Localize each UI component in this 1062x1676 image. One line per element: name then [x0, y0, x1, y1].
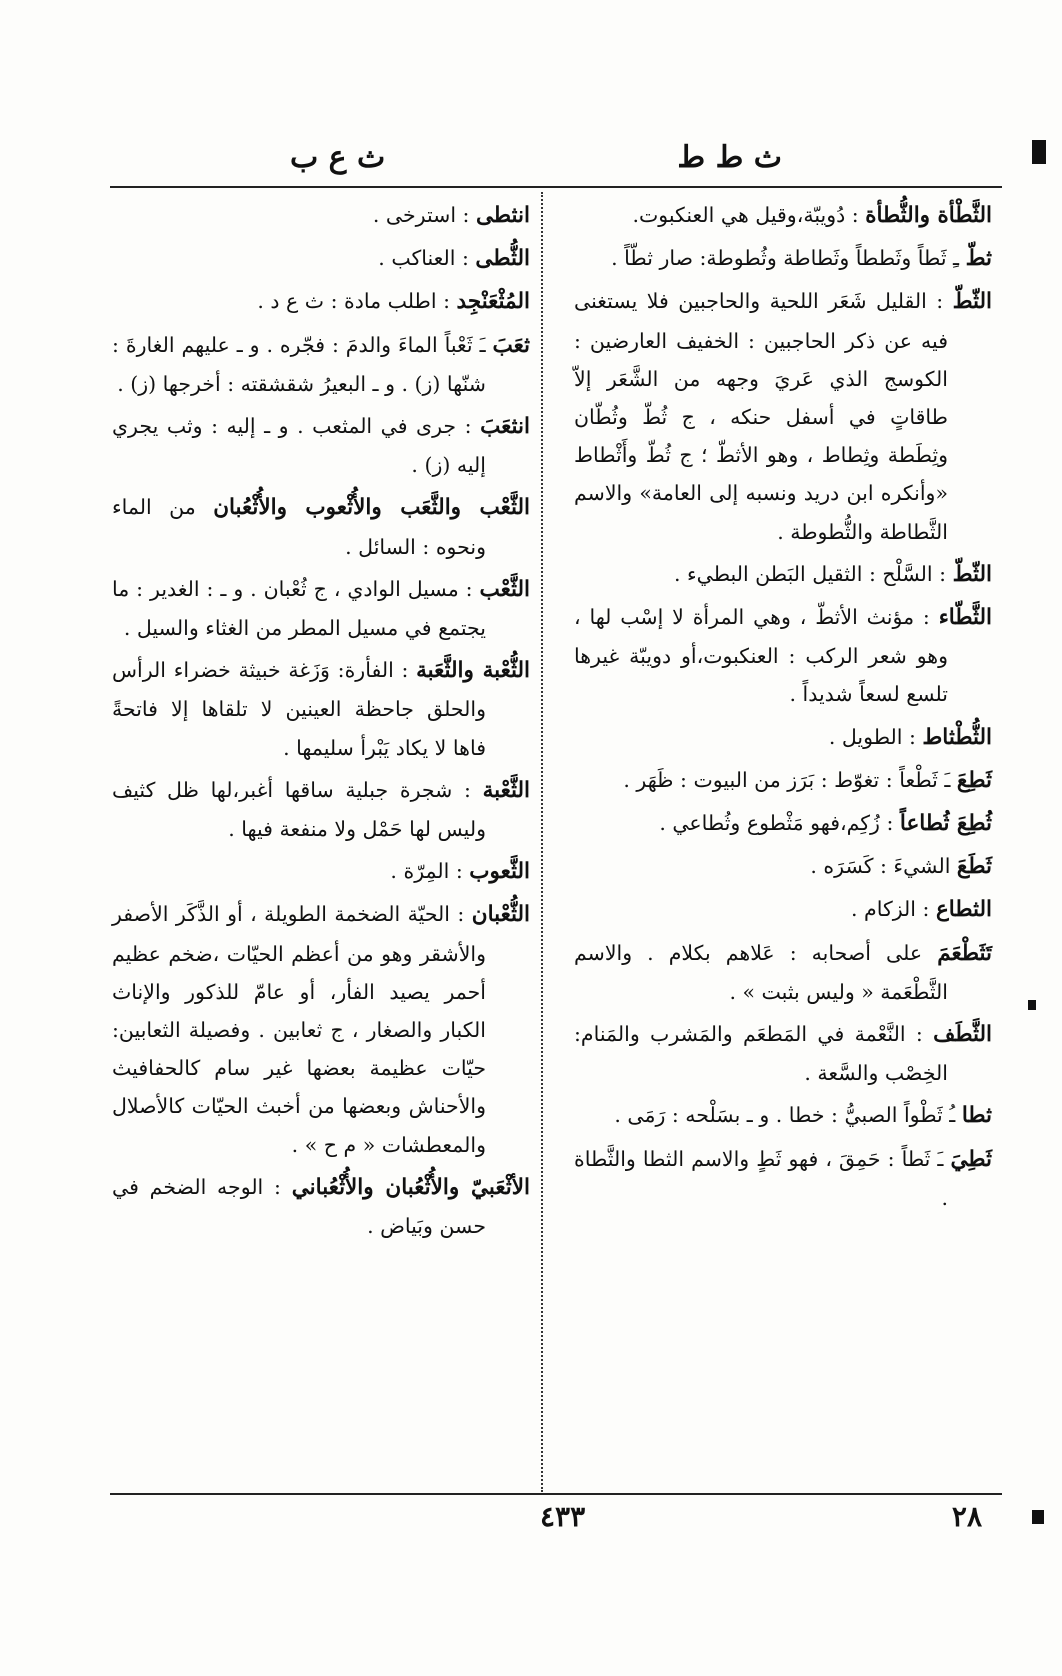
section-number: ٢٨ [951, 1500, 982, 1533]
header-rule [110, 186, 1002, 188]
dictionary-entry [574, 804, 992, 843]
dictionary-entry [112, 326, 530, 403]
entry-definition: : الوجه الضخم في حسن وبَياض . [112, 1174, 486, 1239]
entry-definition: ـَ ثَعْباً الماءَ والدمَ : فجّره . و ـ عليهم الغارةَ : شنّها (ز) . و ـ البعيرُ شقشقته : أخرجها (ز) . [112, 332, 486, 396]
entry-headword: ثَطِعَ [956, 767, 992, 793]
entry-headword: الثَّطَف [933, 1022, 992, 1048]
entry-definition: ـَ ثَطْعاً : تغوّط : بَرَز من البيوت : ظَهَر . [623, 767, 951, 792]
entry-headword: الثَّعْب [479, 576, 530, 602]
scan-edge-mark [1028, 1000, 1036, 1010]
entry-headword: الثَّطّاء [938, 605, 992, 631]
dictionary-entry [112, 895, 530, 1163]
right-column [574, 196, 992, 1221]
entry-definition: على أصحابه : عَلاهم بكلام . والاسم الثَّطْعَمة « وليس بثبت » . [574, 940, 948, 1004]
entry-definition: : جرى في المثعب . و ـ إليه : وثب يجري إليه (ز) . [112, 414, 486, 478]
entry-headword: ثطا [961, 1103, 992, 1129]
entry-headword: ثَطَعَ [956, 854, 992, 880]
entry-headword: المُثْعَنْجِد [456, 289, 530, 315]
entry-headword: ثُطِعَ ثُطاعاً [899, 811, 992, 837]
dictionary-entry [574, 282, 992, 550]
entry-headword: الثطاع [935, 897, 992, 923]
entry-definition: : الفأرة: وَزَغة خبيثة خضراء الرأس والحلق جاحظة العينين لا تلقاها إلا فاتحةً فاها لا يكاد يَبْرأ سليمها . [112, 658, 486, 760]
dictionary-entry [112, 771, 530, 848]
dictionary-entry [574, 598, 992, 714]
entry-headword: ثعَبَ [492, 332, 530, 358]
entry-definition: : مؤنث الأثطّ ، وهي المرأة لا إسْب لها ، وهو شعر الركب : العنكبوت،أو دويبّة غيرها تلسع لسعاً شديداً . [574, 605, 948, 707]
entry-definition: ـَ ثَطاً : حَمِقَ ، فهو ثَطٍ والاسم الثطا والثَّطاة . [574, 1146, 948, 1210]
running-header-left: ث ع ب [290, 140, 386, 175]
dictionary-entry [574, 1140, 992, 1217]
entry-headword: ثطّ [965, 246, 992, 272]
dictionary-entry [574, 239, 992, 278]
dictionary-entry [574, 196, 992, 235]
entry-definition: : مسيل الوادي ، ج ثُعْبان . و ـ : الغدير : ما يجتمع في مسيل المطر من الغثاء والسيل . [112, 576, 486, 641]
entry-headword: الثَّعوب [469, 859, 530, 885]
dictionary-entry [574, 1015, 992, 1092]
entry-headword: الثُّطى [475, 246, 530, 272]
dictionary-entry [112, 196, 530, 235]
entry-definition: ـِ ثَطاً وثَططاً وثَطاطة وثُطوطة: صار ثطّاً . [611, 246, 960, 271]
entry-headword: الثُّعْبة والثَّعَبة [416, 658, 530, 684]
entry-headword: الثّطّ [952, 561, 992, 587]
entry-headword: انثعَبَ [480, 414, 530, 440]
entry-headword: الثَّطْأة والثُّطأة [865, 203, 992, 228]
entry-headword: الثُّعْبان [471, 902, 530, 928]
entry-definition: : الطويل . [828, 724, 916, 749]
dictionary-entry [574, 1096, 992, 1135]
page-number: ٤٣٣ [540, 1500, 586, 1533]
entry-definition: : زُكِم،فهو مَثْطوع وثُطاعي . [659, 811, 894, 836]
scan-edge-mark [1032, 1510, 1044, 1524]
dictionary-entry [112, 239, 530, 278]
dictionary-entry [574, 934, 992, 1011]
entry-headword: انثطى [475, 203, 530, 228]
dictionary-entry [574, 761, 992, 800]
entry-definition: : القليل شَعَر اللحية والحاجبين فلا يستغنى فيه عن ذكر الحاجبين : الخفيف العارضين : الكوسج الذي عَريَ وجهه من الشَّعَر إلاّ طاقاتٍ في أسفل حنكه ، ج ثُطّ وثُطّان وثِطَطة وثِطاط ، وهو الأثطّ ؛ ج ثُطّ وأَثْطاط «وأنكره ابن دريد ونسبه إلى العامة» والاسم الثَّطاطة والثُّطوطة . [574, 289, 948, 544]
entry-definition: الشيءَ : كَسَرَه . [810, 854, 951, 879]
entry-definition: من الماء ونحوه : السائل . [112, 495, 486, 559]
dictionary-entry [112, 1168, 530, 1245]
dictionary-entry [574, 890, 992, 929]
entry-headword: الثَّعْب والثَّعَب والأُثْعوب والأُثْعُبان [213, 495, 530, 521]
entry-definition: : العناكب . [378, 246, 469, 271]
entry-definition: : استرخى . [372, 203, 470, 227]
scan-edge-mark [1032, 140, 1046, 164]
dictionary-entry [574, 847, 992, 886]
dictionary-entry [112, 852, 530, 891]
entry-definition: : النَّعْمة في المَطعَم والمَشرب والمَنام: الخِصْب والسَّعة . [574, 1022, 948, 1086]
entry-headword: الأثْعَبيّ والأُثْعُبان والأُثْعُباني [291, 1174, 530, 1200]
entry-headword: الثُّطْثاط [922, 724, 992, 750]
dictionary-entry [574, 555, 992, 594]
entry-headword: الثّطّ [952, 289, 992, 315]
entry-headword: تَثَطْعَمَ [937, 940, 992, 966]
dictionary-entry [112, 570, 530, 647]
entry-definition: ـُ ثَطْواً الصبيُّ : خطا . و ـ بسَلْحه : رَمَى . [614, 1103, 956, 1128]
footer-rule [110, 1493, 1002, 1495]
entry-definition: : الزكام . [851, 897, 930, 922]
entry-definition: : اطلب مادة : ث ع د . [257, 289, 450, 314]
entry-definition: : الحيّة الضخمة الطويلة ، أو الذَّكَر الأصفر والأشقر وهو من أعظم الحيّات ،ضخم عظيم أحمر يصيد الفأر، أو عامّ للذكور والإناث الكبار والصغار ، ج ثعابين . وفصيلة الثعابين: حيّات عظيمة بعضها غير سام كالحفافيث والأحناش وبعضها من أخبث الحيّات كالأصلال والمعطشات « م ح » . [112, 902, 486, 1157]
dictionary-entry [112, 651, 530, 767]
left-column [112, 196, 530, 1249]
dictionary-entry [112, 488, 530, 565]
dictionary-entry [574, 718, 992, 757]
entry-headword: الثَّعْبة [482, 777, 530, 803]
entry-headword: ثَطِيَ [950, 1146, 992, 1172]
entry-definition: : شجرة جبلية ساقها أغبر،لها ظل كثيف وليس لها حَمْل ولا منفعة فيها . [112, 777, 486, 842]
dictionary-entry [112, 407, 530, 484]
entry-definition: : المِرّة . [390, 859, 463, 884]
entry-definition: : دُويبّة،وقيل هي العنكبوت. [632, 203, 859, 227]
column-divider [541, 192, 543, 1492]
dictionary-entry [112, 282, 530, 321]
running-header-right: ث ط ط [677, 140, 782, 175]
entry-definition: : السَّلْح : الثقيل البَطن البطيء . [673, 561, 947, 586]
